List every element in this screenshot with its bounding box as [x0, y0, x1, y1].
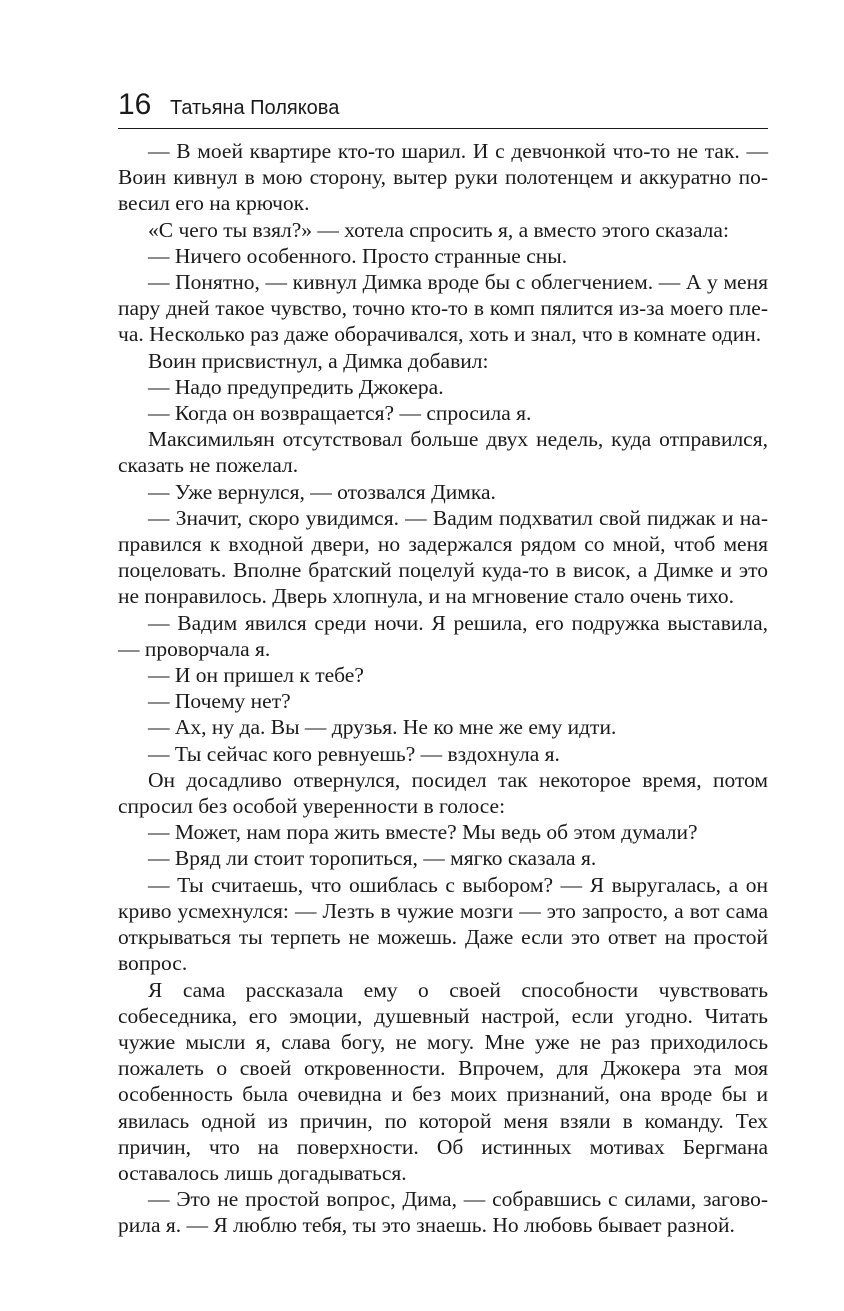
- paragraph: — Надо предупредить Джокера.: [148, 374, 444, 399]
- paragraph: «С чего ты взял?» — хотела спросить я, а вместо этого сказала:: [148, 217, 729, 242]
- paragraph: — Ничего особенного. Просто странные сны.: [148, 243, 568, 268]
- paragraph: — В моей квартире кто-то шарил. И с девчонкой что-то не так. — Воин кивнул в мою сторону, вытер руки полотенцем и аккуратно повесил его на крючок.: [118, 139, 768, 216]
- running-header: [118, 88, 768, 129]
- paragraph: — Ты сейчас кого ревнуешь? — вздохнула я.: [148, 741, 560, 766]
- text-body: [118, 138, 768, 1239]
- paragraph: Я сама рассказала ему о своей способности чувствовать собеседника, его эмоции, душевный настрой, если угодно. Читать чужие мысли я, слава богу, не могу. Мне уже не раз приходилось пожалеть о своей откровенности. Впрочем, для Джокера эта моя особенность была очевидна и без моих признаний, она вроде бы и явилась одной из причин, по которой меня взяли в команду. Тех причин, что на поверхности. Об истинных мотивах Бергмана оставалось лишь догадываться.: [118, 977, 768, 1185]
- paragraph: — Это не простой вопрос, Дима, — собравшись с силами, заговорила я. — Я люблю тебя, ты это знаешь. Но любовь бывает разной.: [118, 1187, 768, 1238]
- paragraph: — Когда он возвращается? — спросила я.: [148, 401, 532, 426]
- paragraph: — Уже вернулся, — отозвался Димка.: [148, 479, 496, 504]
- paragraph: — Ты считаешь, что ошиблась с выбором? — Я выругалась, а он криво усмехнулся: — Лезть в чужие мозги — это запросто, а вот сама открываться ты терпеть не можешь. Даже если это ответ на простой вопрос.: [118, 872, 768, 976]
- paragraph: Максимильян отсутствовал больше двух недель, куда отправился, сказать не пожелал.: [118, 427, 768, 478]
- author-name: Татьяна Полякова: [170, 97, 340, 119]
- paragraph: Он досадливо отвернулся, посидел так некоторое время, потом спросил без особой уверенности в голосе:: [118, 767, 768, 819]
- paragraph: — Вряд ли стоит торопиться, — мягко сказала я.: [148, 846, 597, 871]
- paragraph: — Вадим явился среди ночи. Я решила, его подружка выставила, — проворчала я.: [118, 610, 768, 661]
- paragraph: Воин присвистнул, а Димка добавил:: [148, 348, 489, 373]
- paragraph: — Ах, ну да. Вы — друзья. Не ко мне же ему идти.: [148, 715, 617, 740]
- paragraph: — Понятно, — кивнул Димка вроде бы с облегчением. — А у меня пару дней такое чувство, точно кто-то в комп пялится из-за моего плеча. Несколько раз даже оборачивался, хоть и знал, что в комнате один.: [118, 270, 768, 347]
- paragraph: — Почему нет?: [148, 689, 291, 714]
- paragraph: — Значит, скоро увидимся. — Вадим подхватил свой пиджак и направился к входной двери, но задержался рядом со мной, чтоб меня поцеловать. Вполне братский поцелуй куда-то в висок, а Димке и это не понравилось. Дверь хлопнула, и на мгновение стало очень тихо.: [118, 505, 768, 609]
- paragraph: — И он пришел к тебе?: [148, 663, 364, 688]
- paragraph: — Может, нам пора жить вместе? Мы ведь об этом думали?: [148, 820, 698, 845]
- page-number: 16: [118, 88, 152, 121]
